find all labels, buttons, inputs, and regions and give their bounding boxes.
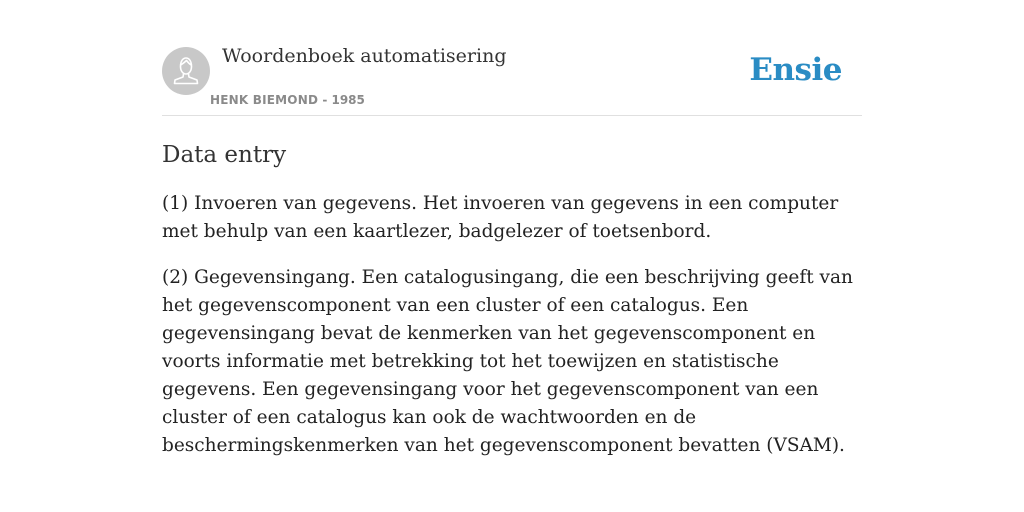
entry-definition (162, 190, 862, 460)
author-year-separator: - (322, 93, 328, 107)
entry-term: Data entry (162, 142, 287, 168)
author-avatar[interactable] (162, 47, 210, 95)
author-name[interactable]: HENK BIEMOND (210, 93, 319, 107)
definition-paragraph-1: (1) Invoeren van gegevens. Het invoeren van gegevens in een computer met behulp van een kaartlezer, badgelezer of toetsenbord. (162, 193, 839, 242)
book-title[interactable]: Woordenboek automatisering (222, 45, 507, 67)
publication-year: 1985 (331, 93, 365, 107)
author-line (210, 93, 365, 107)
entry-card (162, 0, 862, 478)
user-silhouette-icon (162, 47, 210, 95)
entry-header (162, 0, 862, 116)
ensie-logo[interactable]: Ensie (749, 52, 842, 88)
definition-paragraph-2: (2) Gegevensingang. Een catalogusingang, die een beschrijving geeft van het gegevenscomponent van een cluster of een catalogus. Een gegevensingang bevat de kenmerken van het gegevenscomponent en voorts informatie met betrekking tot het toewijzen en statistische gegevens. Een gegevensingang voor het gegevenscomponent van een cluster of een catalogus kan ook de wachtwoorden en de beschermingskenmerken van het gegevenscomponent bevatten (VSAM). (162, 267, 853, 456)
